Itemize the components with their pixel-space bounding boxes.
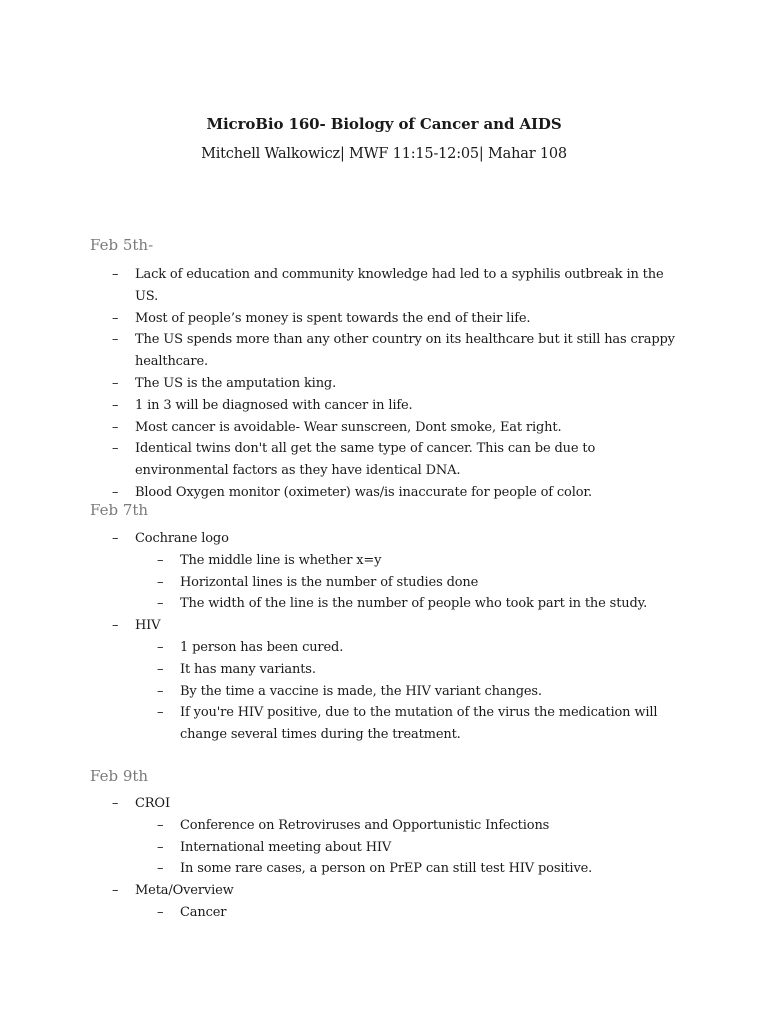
list-item [90,395,690,417]
sub-list-item [135,593,690,615]
list-item-text: The US is the amputation king. [135,375,337,391]
list-item [90,373,690,395]
dash-icon: – [112,618,119,634]
sub-list-item [135,858,690,880]
list-item-text: Meta/Overview [135,883,234,899]
dash-icon: – [157,839,164,855]
list-item-text: Identical twins don't all get the same type of cancer. This can be due to environmental factors as they have identical DNA. [135,441,596,479]
section-feb-7 [90,498,690,746]
sub-bullet-list [135,902,690,924]
dash-icon: – [157,574,164,590]
sub-list-item-text: The width of the line is the number of people who took part in the study. [180,596,648,612]
list-item-text: HIV [135,618,161,634]
section-feb-9 [90,764,690,924]
sub-list-item [135,572,690,594]
list-item [90,329,690,373]
sub-list-item-text: If you're HIV positive, due to the mutation of the virus the medication will change several times during the treatment. [180,705,658,743]
sub-list-item [135,681,690,703]
sub-list-item-text: The middle line is whether x=y [180,552,382,568]
section-heading: Feb 5th- [90,236,154,254]
list-item [90,615,690,746]
dash-icon: – [157,861,164,877]
section-heading: Feb 9th [90,767,149,785]
list-item-text: Most cancer is avoidable- Wear sunscreen, Dont smoke, Eat right. [135,419,562,435]
list-item [90,528,690,615]
bullet-list [90,793,690,924]
document-subtitle: Mitchell Walkowicz| MWF 11:15-12:05| Mahar 108 [201,146,567,162]
sub-bullet-list [135,550,690,615]
dash-icon: – [112,883,119,899]
list-item-text: Cochrane logo [135,531,229,546]
sub-list-item-text: In some rare cases, a person on PrEP can still test HIV positive. [180,861,593,877]
list-item [90,793,690,880]
dash-icon: – [157,683,164,699]
sub-list-item [135,550,690,572]
sub-list-item [135,702,690,746]
sub-list-item-text: It has many variants. [180,661,316,677]
list-item [90,880,690,924]
bullet-list [90,264,690,504]
list-item-text: Most of people’s money is spent towards the end of their life. [135,310,531,326]
sub-bullet-list [135,637,690,746]
dash-icon: – [157,639,164,655]
sub-list-item-text: Cancer [180,904,227,920]
list-item-text: The US spends more than any other country on its healthcare but it still has crappy healthcare. [135,332,675,370]
sub-list-item-text: 1 person has been cured. [180,639,344,655]
dash-icon: – [112,397,119,413]
sub-list-item-text: International meeting about HIV [180,839,392,855]
dash-icon: – [112,484,119,500]
dash-icon: – [112,441,119,457]
dash-icon: – [157,705,164,721]
dash-icon: – [157,596,164,612]
list-item-text: CROI [135,796,170,811]
list-item [90,264,690,308]
sub-list-item [135,637,690,659]
dash-icon: – [157,904,164,920]
sub-list-item-text: By the time a vaccine is made, the HIV variant changes. [180,683,542,699]
sub-bullet-list [135,815,690,880]
dash-icon: – [112,796,119,811]
section-heading: Feb 7th [90,501,149,519]
dash-icon: – [112,310,119,326]
dash-icon: – [157,817,164,833]
sub-list-item [135,815,690,837]
list-item [90,438,690,482]
dash-icon: – [157,661,164,677]
sub-list-item [135,902,690,924]
list-item-text: Lack of education and community knowledge had led to a syphilis outbreak in the US. [135,267,664,304]
list-item-text: Blood Oxygen monitor (oximeter) was/is inaccurate for people of color. [135,484,593,500]
dash-icon: – [112,267,119,282]
list-item [90,308,690,330]
sub-list-item [135,659,690,681]
sub-list-item-text: Conference on Retroviruses and Opportunistic Infections [180,817,550,833]
sub-list-item [135,837,690,859]
dash-icon: – [112,419,119,435]
document-title: MicroBio 160- Biology of Cancer and AIDS [206,115,562,133]
dash-icon: – [112,531,119,546]
dash-icon: – [157,552,164,568]
dash-icon: – [112,332,119,348]
sub-list-item-text: Horizontal lines is the number of studies done [180,574,479,590]
list-item [90,417,690,439]
section-feb-5 [90,233,690,504]
bullet-list [90,528,690,746]
dash-icon: – [112,375,119,391]
list-item-text: 1 in 3 will be diagnosed with cancer in life. [135,397,413,413]
